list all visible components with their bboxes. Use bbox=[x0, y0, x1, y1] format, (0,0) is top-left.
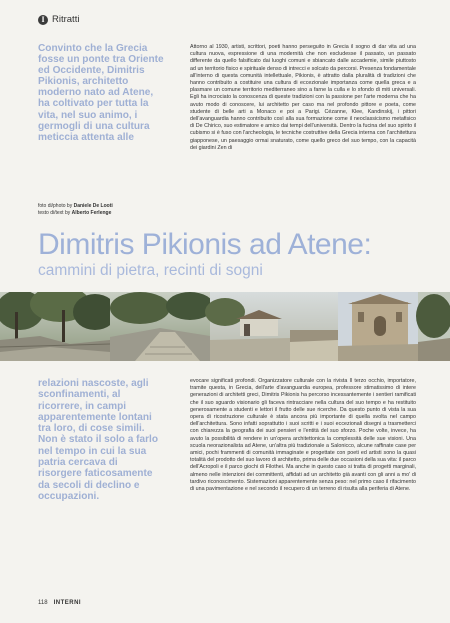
photo-hillside-trees bbox=[416, 292, 450, 361]
photo-stone-path bbox=[110, 292, 214, 361]
photo-plaza bbox=[290, 292, 338, 361]
section-label: Ritratti bbox=[52, 14, 80, 25]
article-subtitle: cammini di pietra, recinti di sogni bbox=[38, 262, 263, 279]
photo-credit-name: Daniele De Looti bbox=[73, 203, 113, 209]
page-footer bbox=[38, 600, 81, 606]
article-title: Dimitris Pikionis ad Atene: bbox=[38, 228, 372, 261]
credits bbox=[38, 203, 168, 217]
photo-trees-and-steps bbox=[0, 292, 117, 361]
text-credit-prefix: testo di/text by bbox=[38, 210, 71, 216]
body-column-top: Attorno al 1930, artisti, scrittori, poeti hanno perseguito in Grecia il sogno di dar vita ad una cultura nuova, espressione di una modernità che non escludesse il passato, un passato differente da quello falsificato dai luoghi comuni e sbiancato dalle accademie, simile piuttosto ad un territorio fisico e spirituale denso di intrecci e solcato da percorsi. Presenza fondamentale all'interno di questa comunità intellettuale, Pikionis, è attratto dalla pluralità di tradizioni che hanno contribuito a costituire una cultura di eccezionale importanza come quella greca e a plasmare un comune territorio mediterraneo sino a farne la culla e lo sfondo di miti universali. Egli ha incrociato la conoscenza di queste tradizioni con la passione per l'arte moderna che ha avuto modo di conoscere, lui architetto per caso ma nel profondo pittore e poeta, come studente di belle arti a Monaco e poi a Parigi. Cézanne, Klee, Kandinskij, i pittori dell'avanguardia hanno contribuito così alla sua formazione come il neoclassicismo metafisico di De Chirico, suo estimatore e amico dai tempi dell'università. Dentro la fucina del suo spirito il cubismo si è fuso con l'archeologia, le tecniche costruttive della Grecia interna con l'architettura giapponese, un paesaggio ormai snaturato, come quello greco del suo tempo, con la capacità dei giardini Zen di bbox=[190, 44, 416, 151]
intro-text: Convinto che la Grecia fosse un ponte tra Oriente ed Occidente, Dimitris Pikionis, architetto moderno nato ad Atene, ha coltivato per tutta la vita, nel suo animo, i germogli di una cultura meticcia attenta alle bbox=[38, 43, 164, 143]
pull-quote: relazioni nascoste, agli sconfinamenti, al ricorrere, in campi apparentemente lontani tra loro, di cose simili. Non è stato il solo a farlo nel tempo in cui la sua patria cercava di risorgere faticosamente da secoli di declino e occupazioni. bbox=[38, 378, 159, 502]
photo-chapel bbox=[338, 292, 418, 361]
magazine-name: INTERNI bbox=[53, 600, 82, 606]
page-number: 118 bbox=[38, 600, 48, 606]
landscape-photos bbox=[0, 292, 450, 361]
section-header bbox=[38, 14, 79, 25]
photo-credit-prefix: foto di/photo by bbox=[38, 203, 73, 209]
body-column-bottom: evocare significati profondi. Organizzatore culturale con la rivista Il terzo occhio, importatore, tramite questa, in Grecia, dell'arte d'avanguardia europea, professore stimatissimo di intere generazioni di architetti greci, Dimitris Pikionis ha percorso incessantemente i sentieri ramificati che il suo sguardo visionario gli faceva rintracciare nella cultura del suo tempo e ha restituito generosamente a studenti e lettori il frutto delle sue ricerche. Da questo punto di vista la sua opera di ricostruzione culturale è stata ancora più importante di quella svolta nel campo dell'architettura. Sono infatti soprattutto i suoi scritti e i suoi eccezionali disegni a trasmetterci con chiarezza la geografia dei suoi pensieri e l'entità del suo sforzo. Poche volte, invece, ha avuto la possibilità di rendere in un'opera architettonica la complessità delle sue visioni. Una scuola neorazionalista ad Atene, un'altra più tradizionale a Salonicco, alcune raffinate case per amici, pochi frammenti di comunità immaginate e progettate con poeti ed artisti sono la quasi totalità del prodotto del suo lavoro di architetto, prima delle due occasioni della sua vita: il parco dell'Acropoli e il parco giochi di Filothei. Ma anche in questo caso si tratta di progetti marginali, almeno nelle intenzioni dei committenti, affidati ad un architetto già avanti con gli anni a mo' di tardivo riconoscimento. Sistemazioni apparentemente senza peso: nel primo caso il rifacimento di una pavimentazione e nel secondo il recupero di un terreno di risulta alla periferia di Atene. bbox=[190, 378, 416, 493]
section-info-icon: I bbox=[38, 15, 48, 25]
text-credit bbox=[38, 210, 168, 217]
photo-credit bbox=[38, 203, 168, 210]
text-credit-name: Alberto Ferlenge bbox=[71, 210, 112, 216]
photo-pavilion bbox=[205, 292, 290, 361]
photo-strip bbox=[0, 292, 450, 361]
